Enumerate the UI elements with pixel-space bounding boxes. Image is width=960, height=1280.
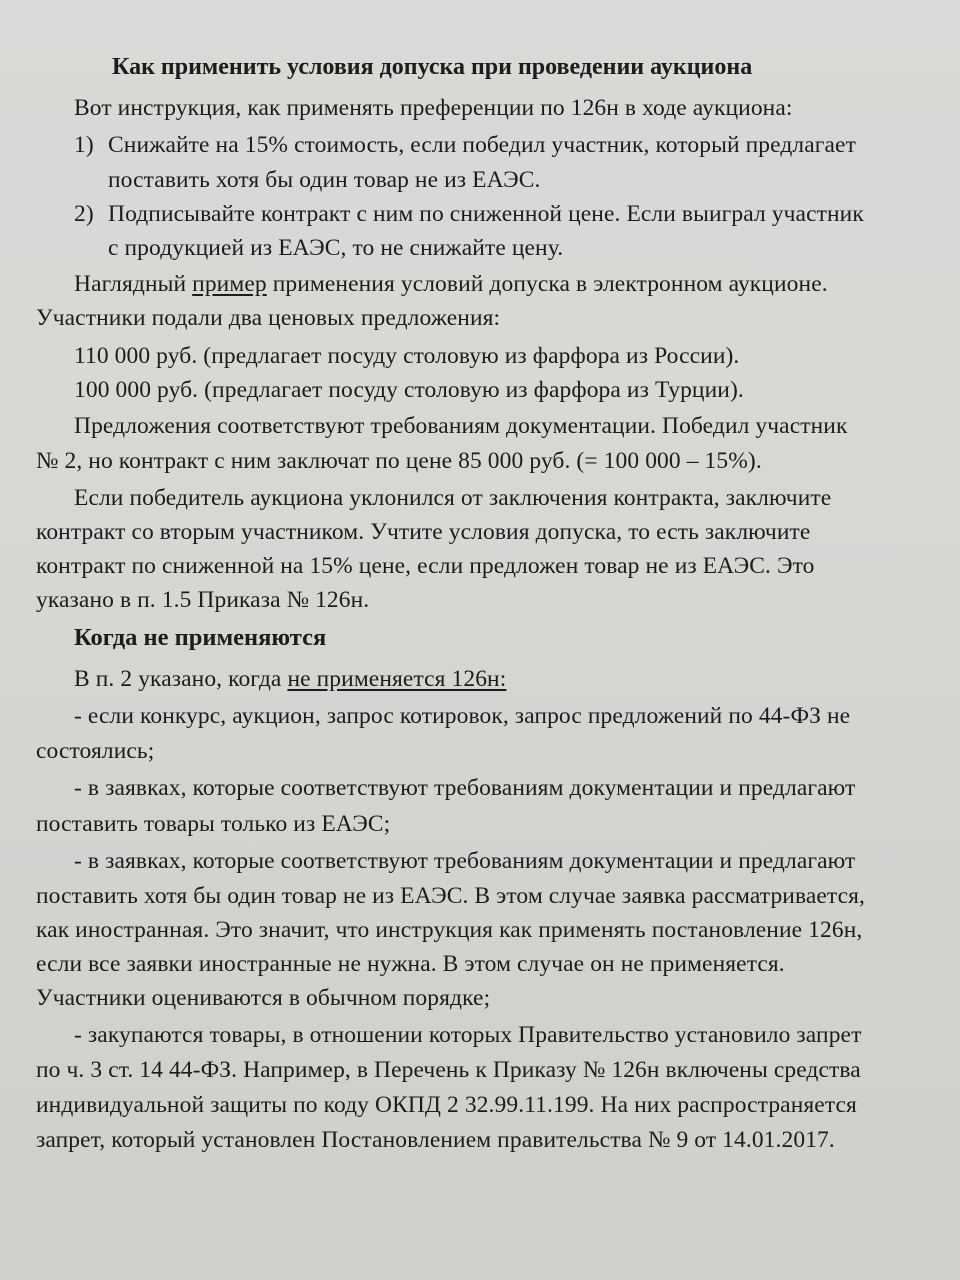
step-1-line-1: Снижайте на 15% стоимость, если победил участник, который предлагает [108, 132, 856, 158]
document-title: Как применить условия допуска при проведении аукциона [112, 54, 753, 80]
evasion-line-3: контракт по сниженной на 15% цене, если предложен товар не из ЕАЭС. Это [36, 553, 815, 579]
step-1-line-2: поставить хотя бы один товар не из ЕАЭС. [108, 167, 541, 193]
offer-2: 100 000 руб. (предлагает посуду столовую из фарфора из Турции). [74, 377, 744, 403]
proposal-line-2: № 2, но контракт с ним заключат по цене 85 000 руб. (= 100 000 – 15%). [36, 448, 762, 474]
intro-text: Вот инструкция, как применять преференции по 126н в ходе аукциона: [74, 95, 793, 121]
evasion-line-1: Если победитель аукциона уклонился от заключения контракта, заключите [74, 485, 832, 511]
example-intro [74, 270, 828, 298]
example-line-2: Участники подали два ценовых предложения: [36, 305, 501, 331]
bullet-3-line-3: как иностранная. Это значит, что инструкция как применять постановление 126н, [36, 917, 863, 943]
step-1-number: 1) [74, 132, 94, 158]
example-pre-text: Наглядный [74, 271, 193, 297]
example-post-text: применения условий допуска в электронном аукционе. [266, 271, 828, 297]
evasion-line-2: контракт со вторым участником. Учтите условия допуска, то есть заключите [36, 519, 811, 545]
bullet-4-line-3: индивидуальной защиты по коду ОКПД 2 32.99.11.199. На них распространяется [36, 1092, 857, 1118]
step-2-line-2: с продукцией из ЕАЭС, то не снижайте цену. [108, 235, 564, 261]
bullet-3-line-1: - в заявках, которые соответствуют требованиям документации и предлагают [74, 848, 856, 874]
section-heading: Когда не применяются [74, 624, 327, 651]
not-applied-underlined: не применяется 126н: [287, 666, 507, 692]
bullet-4-line-2: по ч. 3 ст. 14 44-ФЗ. Например, в Перечень к Приказу № 126н включены средства [36, 1057, 861, 1083]
bullet-3-line-4: если все заявки иностранные не нужна. В этом случае он не применяется. [36, 951, 785, 977]
bullet-1-line-1: - если конкурс, аукцион, запрос котировок, запрос предложений по 44-ФЗ не [74, 703, 851, 729]
step-2-line-1: Подписывайте контракт с ним по сниженной цене. Если выиграл участник [108, 201, 864, 227]
bullet-2-line-1: - в заявках, которые соответствуют требованиям документации и предлагают [74, 775, 856, 801]
offer-1: 110 000 руб. (предлагает посуду столовую из фарфора из России). [74, 343, 740, 369]
evasion-line-4: указано в п. 1.5 Приказа № 126н. [36, 587, 370, 613]
step-2-number: 2) [74, 201, 94, 227]
bullet-1-line-2: состоялись; [36, 738, 155, 764]
bullet-4-line-1: - закупаются товары, в отношении которых Правительство установило запрет [74, 1022, 862, 1048]
not-applied-intro [74, 665, 506, 693]
proposal-line-1: Предложения соответствуют требованиям документации. Победил участник [74, 413, 848, 439]
example-link[interactable]: пример [192, 271, 267, 297]
bullet-3-line-5: Участники оцениваются в обычном порядке; [36, 985, 491, 1011]
bullet-3-line-2: поставить хотя бы один товар не из ЕАЭС. В этом случае заявка рассматривается, [36, 883, 865, 909]
bullet-4-line-4: запрет, который установлен Постановлением правительства № 9 от 14.01.2017. [36, 1127, 835, 1153]
bullet-2-line-2: поставить товары только из ЕАЭС; [36, 811, 391, 837]
not-applied-pre: В п. 2 указано, когда [74, 666, 288, 692]
